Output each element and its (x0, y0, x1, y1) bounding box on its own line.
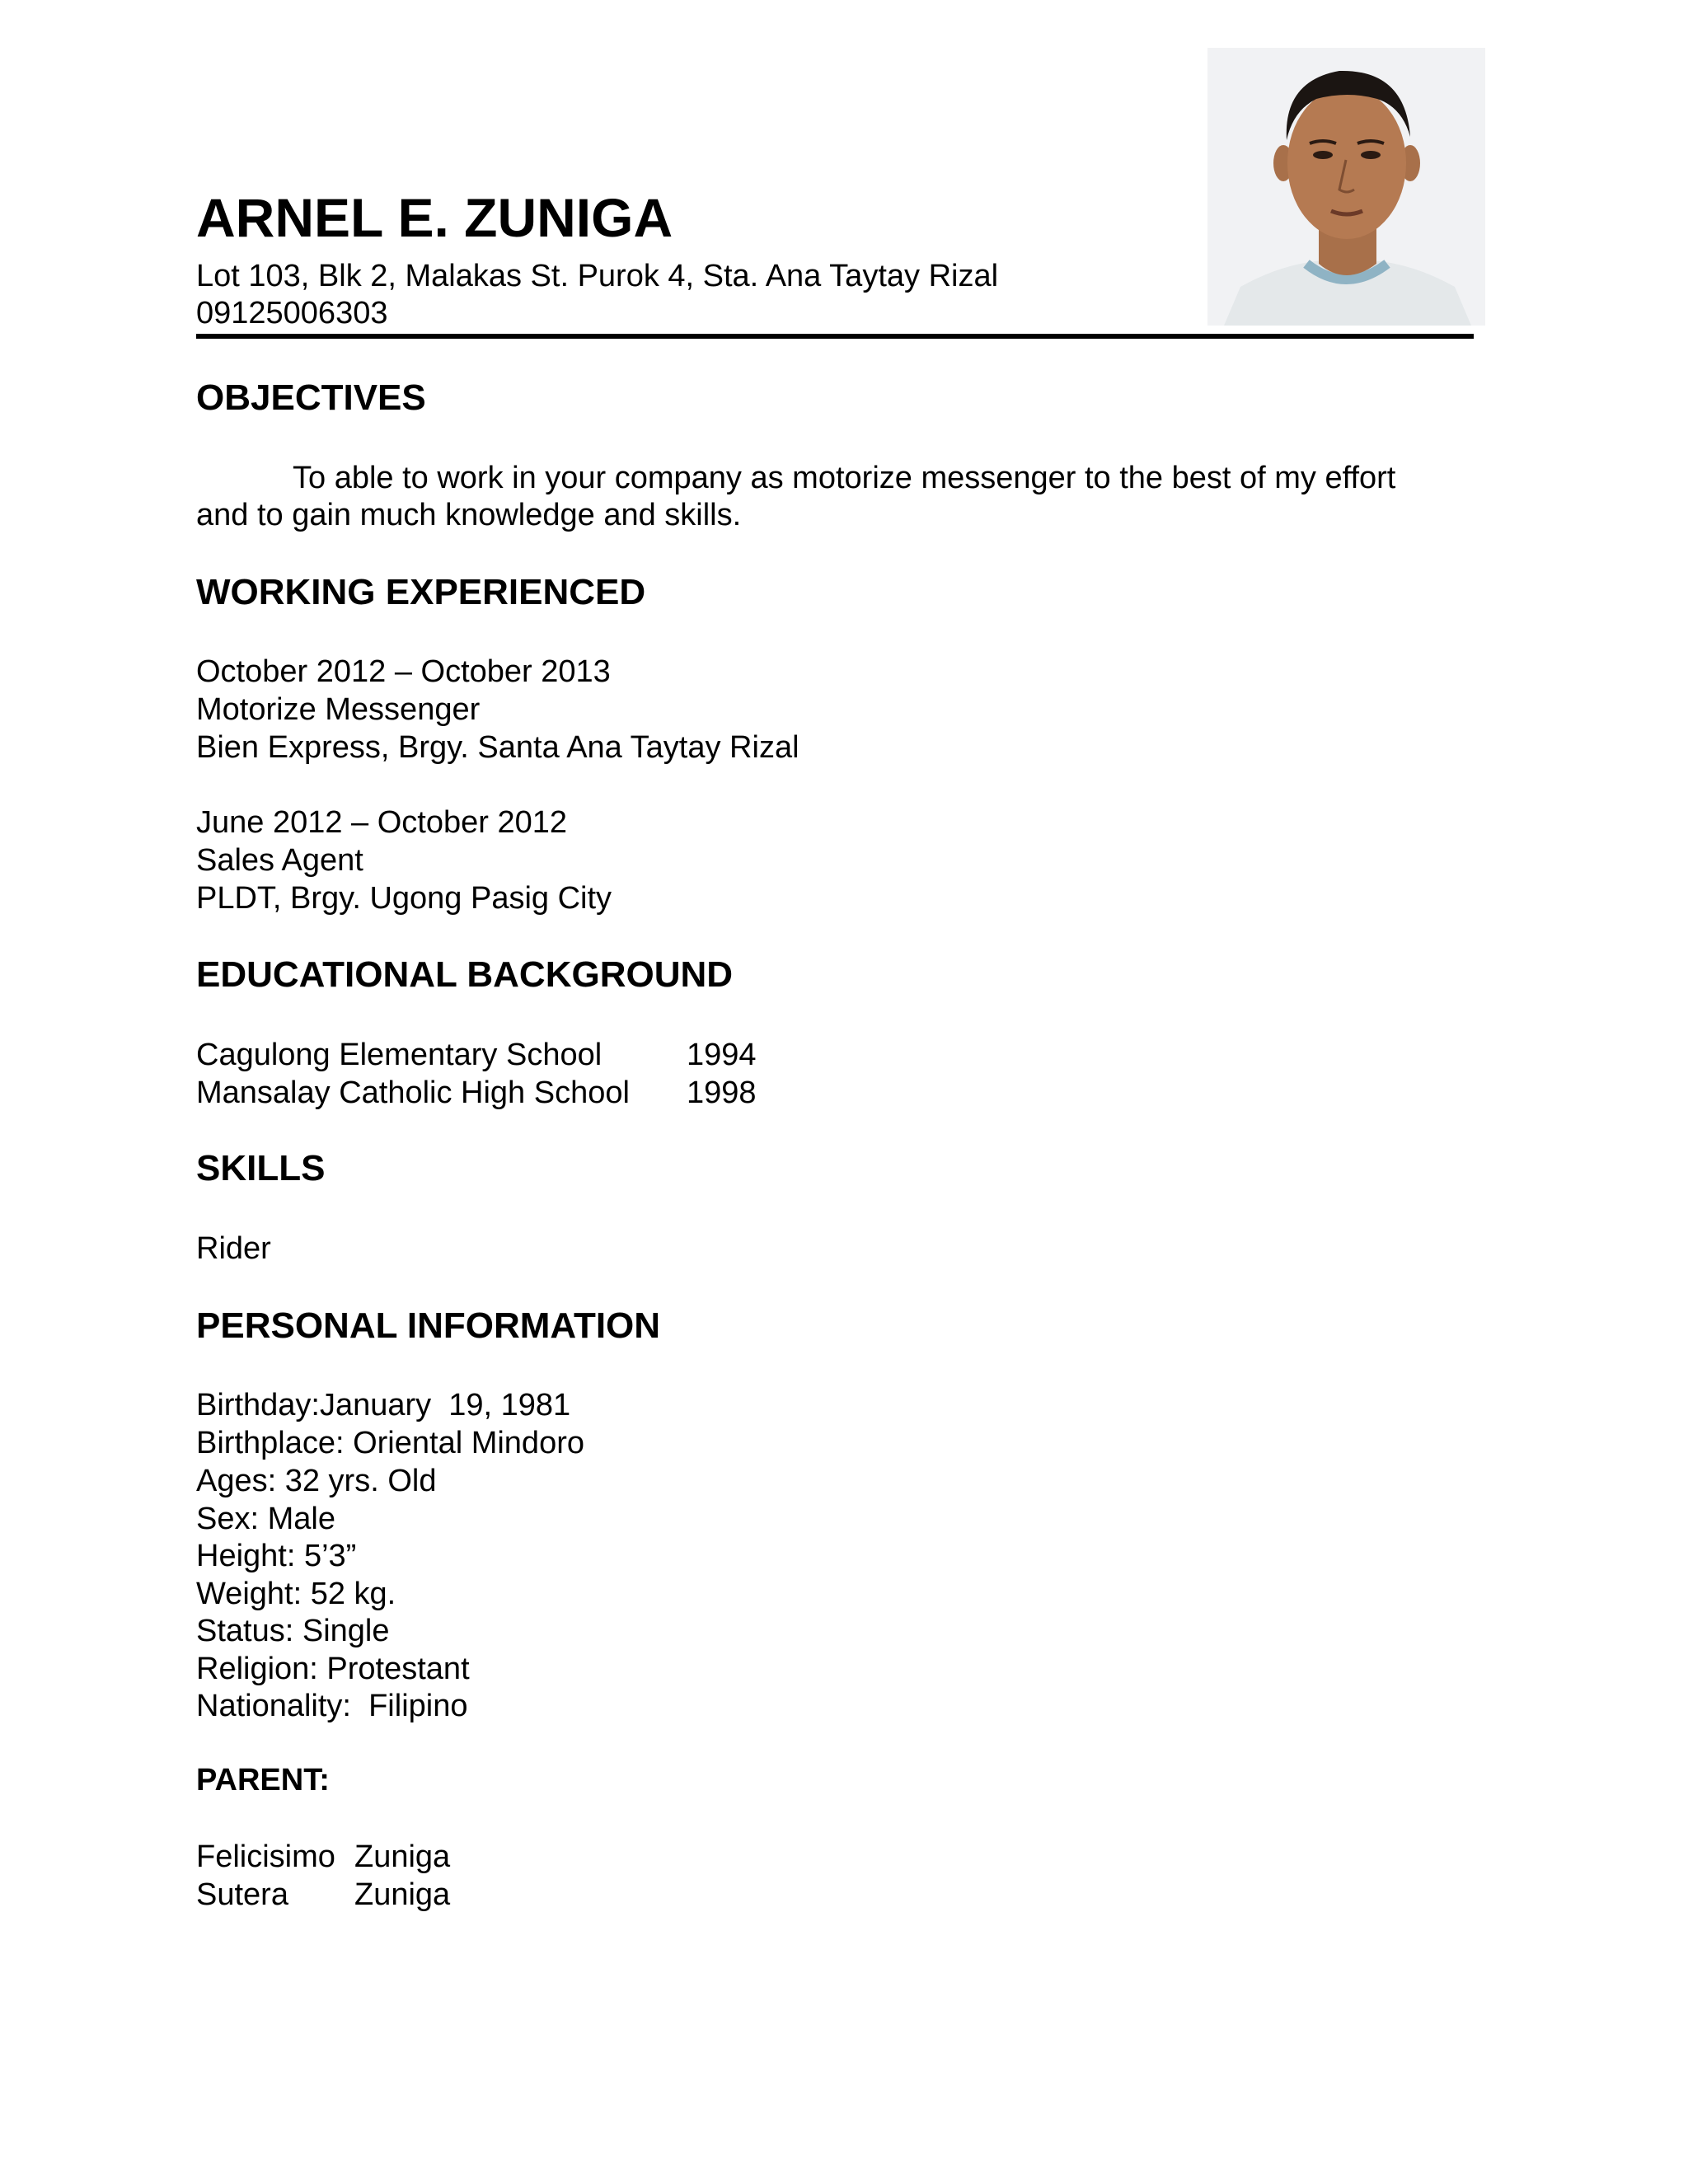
school-name: Cagulong Elementary School (196, 1038, 603, 1072)
personal-info-heading: PERSONAL INFORMATION (196, 1305, 661, 1346)
personal-weight: Weight: 52 kg. (196, 1577, 396, 1611)
parent-first-name: Felicisimo (196, 1840, 335, 1874)
personal-status: Status: Single (196, 1614, 390, 1648)
job-company: PLDT, Brgy. Ugong Pasig City (196, 881, 612, 916)
job-period: October 2012 – October 2013 (196, 654, 611, 689)
header-divider (196, 334, 1474, 339)
objectives-text-line-1: To able to work in your company as motorize messenger to the best of my effort (293, 461, 1396, 495)
job-position: Sales Agent (196, 843, 363, 878)
personal-height: Height: 5’3” (196, 1539, 357, 1573)
personal-age: Ages: 32 yrs. Old (196, 1464, 437, 1498)
objectives-text-line-2: and to gain much knowledge and skills. (196, 498, 742, 532)
personal-birthday: Birthday:January 19, 1981 (196, 1388, 571, 1422)
skills-heading: SKILLS (196, 1148, 326, 1188)
address-line: Lot 103, Blk 2, Malakas St. Purok 4, Sta. Ana Taytay Rizal (196, 259, 999, 293)
school-year: 1994 (687, 1038, 757, 1072)
education-heading: EDUCATIONAL BACKGROUND (196, 954, 734, 995)
profile-photo (1207, 48, 1485, 326)
experience-heading: WORKING EXPERIENCED (196, 572, 646, 612)
personal-birthplace: Birthplace: Oriental Mindoro (196, 1426, 584, 1460)
applicant-name: ARNEL E. ZUNIGA (196, 187, 673, 248)
parent-first-name: Sutera (196, 1877, 288, 1912)
parent-last-name: Zuniga (354, 1840, 451, 1874)
parent-heading: PARENT: (196, 1763, 330, 1797)
personal-sex: Sex: Male (196, 1502, 335, 1536)
phone-number: 09125006303 (196, 296, 388, 330)
personal-nationality: Nationality: Filipino (196, 1689, 468, 1723)
school-year: 1998 (687, 1076, 757, 1110)
personal-religion: Religion: Protestant (196, 1652, 470, 1686)
parent-last-name: Zuniga (354, 1877, 451, 1912)
skill-item: Rider (196, 1231, 271, 1266)
person-photo-icon (1207, 48, 1485, 326)
job-position: Motorize Messenger (196, 692, 481, 727)
school-name: Mansalay Catholic High School (196, 1076, 630, 1110)
objectives-heading: OBJECTIVES (196, 377, 426, 418)
job-company: Bien Express, Brgy. Santa Ana Taytay Rizal (196, 730, 799, 765)
job-period: June 2012 – October 2012 (196, 805, 568, 840)
